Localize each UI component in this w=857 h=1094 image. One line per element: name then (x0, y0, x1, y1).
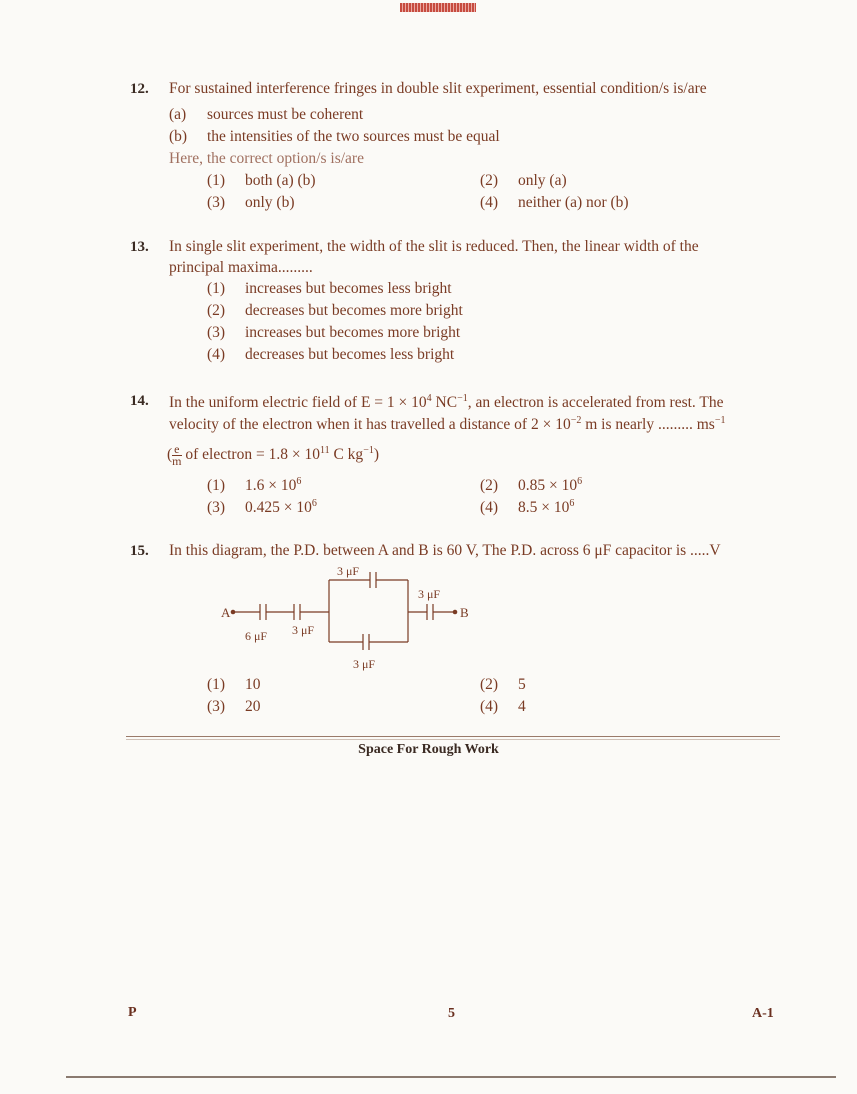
question-12-text: For sustained interference fringes in double slit experiment, essential condition/s is/are (169, 80, 707, 97)
question-14-number: 14. (130, 393, 149, 409)
option-15-1[interactable]: (1) 10 (207, 676, 261, 693)
question-15-text: In this diagram, the P.D. between A and B is 60 V, The P.D. across 6 μF capacitor is .....V (169, 542, 721, 559)
option-13-2[interactable]: (2) decreases but becomes more bright (207, 302, 463, 319)
question-12-note: Here, the correct option/s is/are (169, 150, 364, 167)
statement-12b: (b) the intensities of the two sources must be equal (169, 128, 500, 145)
rough-work-heading: Space For Rough Work (358, 742, 499, 757)
statement-12a: (a) sources must be coherent (169, 106, 364, 123)
question-13-text-line2: principal maxima......... (169, 259, 313, 276)
option-13-1[interactable]: (1) increases but becomes less bright (207, 280, 452, 297)
divider-line-top (126, 736, 780, 737)
option-12-4[interactable]: (4) neither (a) nor (b) (480, 194, 629, 211)
option-15-2[interactable]: (2) 5 (480, 676, 526, 693)
question-14-text-line1: In the uniform electric field of $E = 1 \times 10^4$ $NC^{-1}$, an electron is accelerated from rest. The (169, 393, 724, 412)
question-14-text-line2: velocity of the electron when it has travelled a distance of $2 \times 10^{-2}$ m is nearly ......... $ms^{-1}$ (169, 415, 726, 434)
capacitor-3uf-top-label: 3 μF (337, 564, 360, 578)
option-14-1[interactable]: (1) $1.6 \times 10^6$ (207, 476, 302, 495)
capacitor-circuit-diagram (215, 560, 505, 675)
option-14-3[interactable]: (3) $0.425 \times 10^6$ (207, 498, 317, 517)
option-12-2[interactable]: (2) only (a) (480, 172, 567, 189)
page-bottom-edge (66, 1076, 836, 1078)
footer-page-number: 5 (448, 1006, 455, 1021)
option-12-1[interactable]: (1) both (a) (b) (207, 172, 316, 189)
footer-paper-code: P (128, 1005, 137, 1020)
footer-series: A-1 (752, 1006, 774, 1021)
capacitor-3uf-bottom-label: 3 μF (353, 657, 376, 671)
option-13-3[interactable]: (3) increases but becomes more bright (207, 324, 461, 341)
option-13-4[interactable]: (4) decreases but becomes less bright (207, 346, 455, 363)
option-14-4[interactable]: (4) $8.5 \times 10^6$ (480, 498, 575, 517)
capacitor-3uf-right-label: 3 μF (418, 587, 441, 601)
option-14-2[interactable]: (2) $0.85 \times 10^6$ (480, 476, 583, 495)
question-13-number: 13. (130, 239, 149, 255)
option-15-4[interactable]: (4) 4 (480, 698, 526, 715)
divider-line-bottom (126, 739, 780, 740)
capacitor-3uf-series-label: 3 μF (292, 623, 315, 637)
question-13-text-line1: In single slit experiment, the width of the slit is reduced. Then, the linear width of the (169, 238, 699, 255)
header-barcode (400, 3, 476, 12)
node-b-label: B (460, 605, 469, 620)
node-a-label: A (221, 605, 231, 620)
option-12-3[interactable]: (3) only (b) (207, 194, 295, 211)
option-15-3[interactable]: (3) 20 (207, 698, 261, 715)
fraction-e-over-m: $\frac{e}{m}$ (172, 442, 182, 469)
capacitor-6uf-label: 6 μF (245, 629, 268, 643)
question-14-given: ( $\frac{e}{m}$ of electron = $1.8 \times 10^{11}$ C $kg^{-1}$) (167, 442, 379, 469)
question-12-number: 12. (130, 81, 149, 97)
question-15-number: 15. (130, 543, 149, 559)
